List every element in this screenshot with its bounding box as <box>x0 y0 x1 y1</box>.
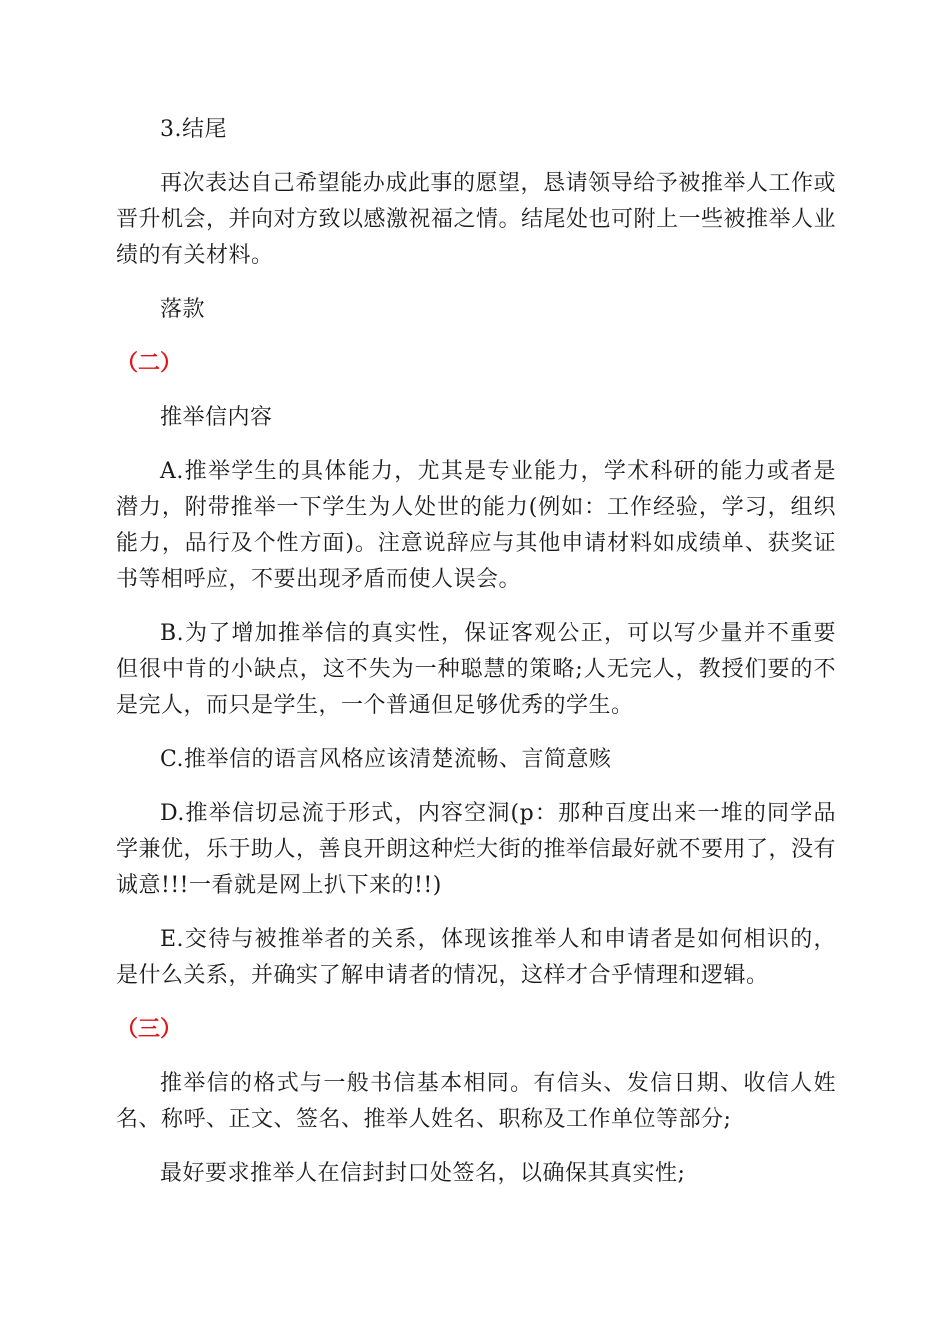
paragraph-point-d: D.推举信切忌流于形式，内容空洞(p：那种百度出来一堆的同学品学兼优，乐于助人，善良开朗这种烂大街的推举信最好就不要用了，没有诚意!!!一看就是网上扒下来的!!) <box>116 801 837 898</box>
section-heading-two: （二） <box>116 351 183 376</box>
paragraph-point-e: E.交待与被推举者的关系，体现该推举人和申请者是如何相识的，是什么关系，并确实了解申请者的情况，这样才合乎情理和逻辑。 <box>116 927 836 988</box>
subsection-title-ending: 3.结尾 <box>160 117 227 142</box>
paragraph-format: 推举信的格式与一般书信基本相同。有信头、发信日期、收信人姓名、称呼、正文、签名、推举人姓名、职称及工作单位等部分; <box>116 1071 836 1132</box>
paragraph-signature: 落款 <box>160 297 206 322</box>
section-heading-three: （三） <box>116 1017 183 1042</box>
paragraph-content-title: 推举信内容 <box>160 405 273 430</box>
paragraph-envelope-signature: 最好要求推举人在信封封口处签名，以确保其真实性; <box>160 1161 686 1186</box>
paragraph-point-b: B.为了增加推举信的真实性，保证客观公正，可以写少量并不重要但很中肯的小缺点，这不失为一种聪慧的策略;人无完人，教授们要的不是完人，而只是学生，一个普通但足够优秀的学生。 <box>116 621 836 718</box>
document-body <box>116 112 836 1210</box>
paragraph-point-c: C.推举信的语言风格应该清楚流畅、言简意赅 <box>160 747 612 772</box>
paragraph-ending-description: 再次表达自己希望能办成此事的愿望，恳请领导给予被推举人工作或晋升机会，并向对方致以感激祝福之情。结尾处也可附上一些被推举人业绩的有关材料。 <box>116 171 837 268</box>
paragraph-point-a: A.推举学生的具体能力，尤其是专业能力，学术科研的能力或者是潜力，附带推举一下学生为人处世的能力(例如：工作经验，学习，组织能力，品行及个性方面)。注意说辞应与其他申请材料如成绩单、获奖证书等相呼应，不要出现矛盾而使人误会。 <box>116 459 836 592</box>
